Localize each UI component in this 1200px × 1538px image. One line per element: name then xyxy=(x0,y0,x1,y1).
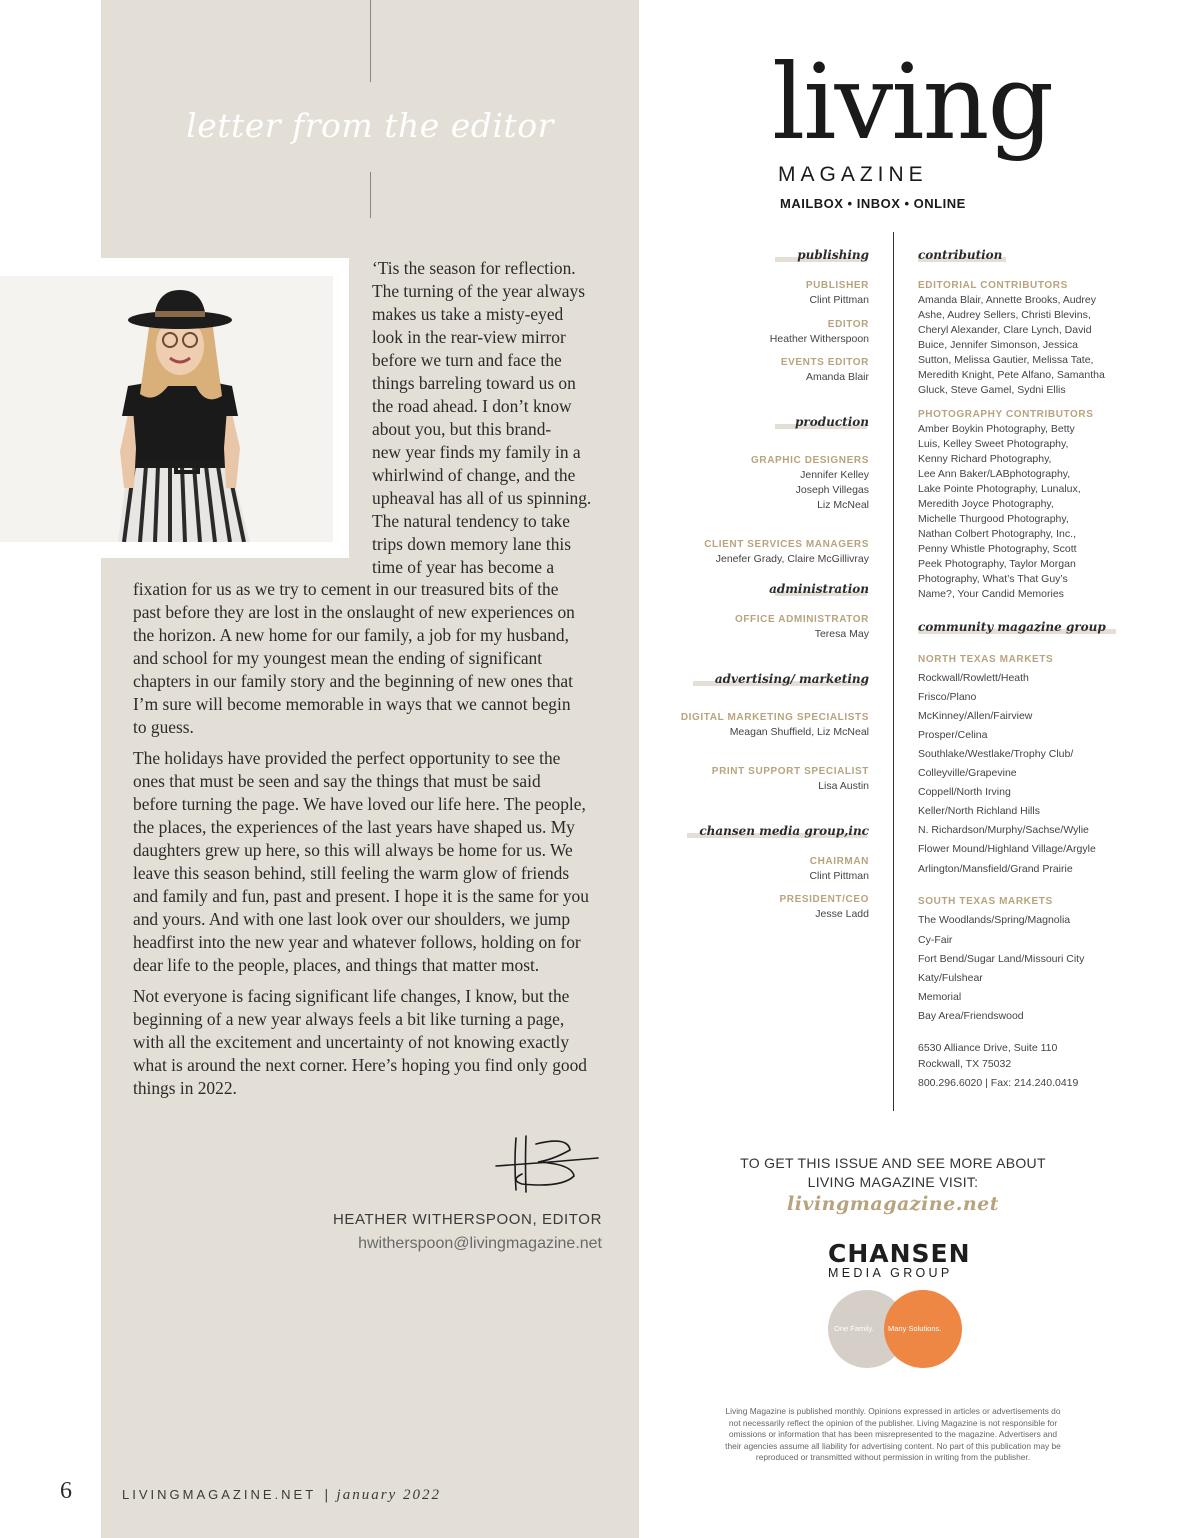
visit-prompt: TO GET THIS ISSUE AND SEE MORE ABOUT LIVING MAGAZINE VISIT: xyxy=(740,1155,1046,1190)
editor-photo xyxy=(0,276,333,542)
market-item: The Woodlands/Spring/Magnolia xyxy=(918,914,1071,926)
section-title: letter from the editor xyxy=(186,106,554,145)
market-item: Memorial xyxy=(918,991,962,1003)
letter-body xyxy=(133,578,603,1108)
divider-top xyxy=(370,0,371,82)
heading-administration: administration xyxy=(769,582,869,596)
footer-issue: january 2022 xyxy=(336,1487,441,1503)
logo-text-right: Many Solutions. xyxy=(888,1324,942,1333)
role-chairman: CHAIRMAN xyxy=(809,856,869,867)
market-item: Flower Mound/Highland Village/Argyle xyxy=(918,843,1096,855)
market-item: Prosper/Celina xyxy=(918,729,988,741)
role-graphic-designers: GRAPHIC DESIGNERS xyxy=(751,455,869,466)
name-editor: Heather Witherspoon xyxy=(769,333,869,345)
paragraph-2: The holidays have provided the perfect opportunity to see the ones that must be seen and say the things that must be said before turning the page. We have loved our life here. The people, the places, the experiences of the last years have shaped us. My daughters grew up here, so this will always be home for us. We leave this season behind, still feeling the warm glow of friends and family and fun, past and present. I hope it is the same for you and yours. And with one last look over our shoulders, we jump headfirst into the new year and whatever follows, holding on for dear life to the people, places, and things that matter most. xyxy=(133,748,589,975)
market-item: Frisco/Plano xyxy=(918,691,977,703)
heading-publishing: publishing xyxy=(797,248,869,262)
logo-text-left: One Family. xyxy=(834,1324,874,1333)
market-item: Colleyville/Grapevine xyxy=(918,767,1017,779)
page-number: 6 xyxy=(60,1478,72,1504)
role-editorial-contributors: EDITORIAL CONTRIBUTORS xyxy=(918,280,1068,291)
role-south-texas: SOUTH TEXAS MARKETS xyxy=(918,896,1053,907)
names-editorial-contributors: Amanda Blair, Annette Brooks, Audrey Ashe, Audrey Sellers, Christi Blevins, Cheryl Alexander, Clare Lynch, David Buice, Jennifer Simonson, Jessica Sutton, Melissa Gautier, Melissa Tate, Meredith Knight, Pete Alfano, Samantha Gluck, Steve Gamel, Sydni Ellis xyxy=(918,294,1105,396)
market-item: Fort Bend/Sugar Land/Missouri City xyxy=(918,953,1085,965)
disclaimer: Living Magazine is published monthly. Opinions expressed in articles or advertisements do not necessarily reflect the opinion of the publisher. Living Magazine is not responsible for omissions or information that has been misrepresented to the magazine. Advertisers and their agencies assume all liability for advertising content. No part of this publication may be reproduced or transmitted without permission in writing from the publisher. xyxy=(725,1406,1061,1462)
market-item: Rockwall/Rowlett/Heath xyxy=(918,672,1029,684)
names-graphic-designers: Jennifer Kelley Joseph Villegas Liz McNeal xyxy=(795,469,869,511)
name-office-admin: Teresa May xyxy=(814,628,869,640)
role-print-support: PRINT SUPPORT SPECIALIST xyxy=(711,766,869,777)
editor-signature xyxy=(492,1132,602,1196)
names-photography-contributors: Amber Boykin Photography, Betty Luis, Kelley Sweet Photography, Kenny Richard Photography, Lee Ann Baker/LABphotography, Lake Pointe Photography, Lunalux, Meredith Joyce Photography, Michelle Thurgood Photography, Nathan Colbert Photography, Inc., Penny Whistle Photography, Scott Peek Photography, Taylor Morgan Photography, What’s That Guy’s Name?, Your Candid Memories xyxy=(918,423,1081,600)
role-client-services: CLIENT SERVICES MANAGERS xyxy=(704,539,869,550)
role-photography-contributors: PHOTOGRAPHY CONTRIBUTORS xyxy=(918,409,1094,420)
editor-name: HEATHER WITHERSPOON, EDITOR xyxy=(333,1211,602,1228)
role-digital-marketing: DIGITAL MARKETING SPECIALISTS xyxy=(680,712,869,723)
name-print-support: Lisa Austin xyxy=(818,780,869,792)
chansen-logo-sub: MEDIA GROUP xyxy=(828,1266,953,1280)
divider-bottom xyxy=(370,172,371,218)
paragraph-1: fixation for us as we try to cement in our treasured bits of the past before they are lost in the onslaught of new experiences on the horizon. A new home for our family, a job for my husband, and school for my youngest mean the ending of significant chapters in our family story and the beginning of new ones that I’m sure will become memorable in ways that we cannot begin to guess. xyxy=(133,579,575,737)
role-events-editor: EVENTS EDITOR xyxy=(780,357,869,368)
market-item: Southlake/Westlake/Trophy Club/ xyxy=(918,748,1074,760)
role-office-admin: OFFICE ADMINISTRATOR xyxy=(734,614,869,625)
name-events-editor: Amanda Blair xyxy=(805,371,869,383)
editor-email-link[interactable]: hwitherspoon@livingmagazine.net xyxy=(358,1235,602,1252)
heading-production: production xyxy=(795,415,869,429)
market-item: Coppell/North Irving xyxy=(918,786,1011,798)
market-item: Cy-Fair xyxy=(918,934,953,946)
market-item: N. Richardson/Murphy/Sachse/Wylie xyxy=(918,824,1089,836)
heading-advertising: advertising/ marketing xyxy=(714,672,869,686)
market-item: Arlington/Mansfield/Grand Prairie xyxy=(918,863,1073,875)
footer xyxy=(122,1487,441,1504)
heading-community: community magazine group xyxy=(918,620,1106,634)
name-president: Jesse Ladd xyxy=(815,908,869,920)
chansen-logo-name: CHANSEN xyxy=(828,1239,971,1268)
logo-magazine: MAGAZINE xyxy=(778,163,932,187)
paragraph-3: Not everyone is facing significant life changes, I know, but the beginning of a new year always feels a bit like turning a page, with all the excitement and uncertainty of not knowing exactly what is around the next corner. Here’s hoping you find only good things in 2022. xyxy=(133,986,587,1098)
names-digital-marketing: Meagan Shuffield, Liz McNeal xyxy=(729,726,869,738)
name-publisher: Clint Pittman xyxy=(809,294,869,306)
names-client-services: Jenefer Grady, Claire McGillivray xyxy=(715,553,869,565)
market-item: McKinney/Allen/Fairview xyxy=(918,710,1033,722)
market-item: Keller/North Richland Hills xyxy=(918,805,1040,817)
masthead-divider xyxy=(893,232,894,1111)
role-publisher: PUBLISHER xyxy=(805,280,869,291)
address-block: 6530 Alliance Drive, Suite 110 Rockwall, TX 75032 800.296.6020 | Fax: 214.240.0419 xyxy=(918,1042,1079,1089)
logo-tagline: MAILBOX • INBOX • ONLINE xyxy=(780,196,966,211)
intro-text: ‘Tis the season for reflection. The turning of the year always makes us take a misty-eyed look in the rear-view mirror before we turn and face the things barreling toward us on the road ahead. I don’t know about you, but this brand- new year finds my family in a whirlwind of change, and the upheaval has all of us spinning. The natural tendency to take trips down memory lane this time of year has become a xyxy=(372,258,592,577)
market-item: Katy/Fulshear xyxy=(918,972,983,984)
footer-separator: | xyxy=(324,1488,329,1503)
visit-url-link[interactable]: livingmagazine.net xyxy=(786,1193,999,1215)
role-editor: EDITOR xyxy=(827,319,869,330)
name-chairman: Clint Pittman xyxy=(809,870,869,882)
footer-site[interactable]: LIVINGMAGAZINE.NET xyxy=(122,1487,317,1502)
role-north-texas: NORTH TEXAS MARKETS xyxy=(918,654,1054,665)
heading-chansen: chansen media group,inc xyxy=(699,824,869,838)
heading-contribution: contribution xyxy=(918,248,1003,262)
market-item: Bay Area/Friendswood xyxy=(918,1010,1024,1022)
logo-living: living xyxy=(772,41,1053,163)
role-president: PRESIDENT/CEO xyxy=(779,894,869,905)
